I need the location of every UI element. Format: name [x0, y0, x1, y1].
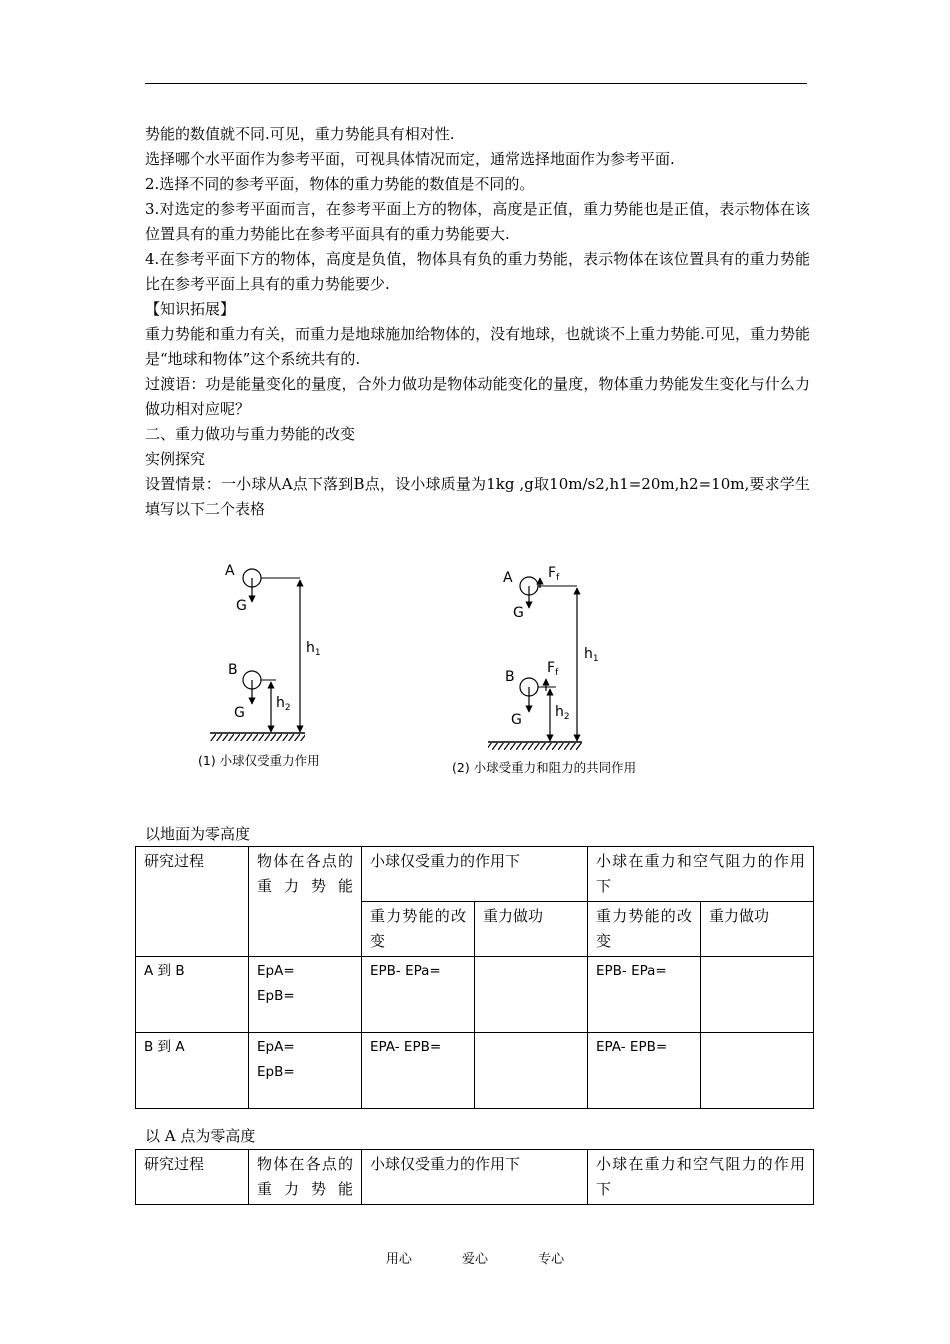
t1-header-change-2: 重力势能的改变	[588, 902, 701, 957]
t1-r2-potential: EpA= EpB=	[249, 1033, 362, 1109]
t1-header-work-1: 重力做功	[475, 902, 588, 957]
fig2-label-F2: $F_f$	[547, 660, 559, 678]
t1-header-process: 研究过程	[136, 847, 249, 957]
t1-r2-work-1	[475, 1033, 588, 1109]
fig2-label-G1: G	[513, 605, 524, 621]
t1-r2-change-1: EPA- EPB=	[362, 1033, 475, 1109]
fig1-label-h1: $h_1$	[306, 640, 321, 658]
fig2-label-G2: G	[511, 712, 522, 728]
fig1-label-h2: $h_2$	[276, 695, 291, 713]
t1-r2-work-2	[701, 1033, 814, 1109]
subheading-example: 实例探究	[145, 450, 206, 468]
fig2-ground-hatch	[488, 743, 582, 750]
footer-text-1: 用心	[385, 1252, 412, 1267]
paragraph-2: 选择哪个水平面作为参考平面，可视具体情况而定，通常选择地面作为参考平面.	[145, 150, 675, 168]
t1-header-work-2: 重力做功	[701, 902, 814, 957]
t1-r1-change-2: EPB- EPa=	[588, 957, 701, 1033]
table-2-title: 以 A 点为零高度	[145, 1127, 256, 1145]
diagrams	[0, 550, 950, 790]
table-row	[136, 957, 814, 1033]
t2-header-gravity-only: 小球仅受重力的作用下	[362, 1150, 588, 1205]
t1-r1-change-1: EPB- EPa=	[362, 957, 475, 1033]
fig2-label-h2: $h_2$	[555, 704, 570, 722]
fig1-label-B: B	[228, 662, 238, 678]
table-1	[135, 846, 814, 1109]
table-1-title: 以地面为零高度	[145, 825, 251, 843]
paragraph-3: 2.选择不同的参考平面，物体的重力势能的数值是不同的。	[145, 175, 535, 193]
figure-1	[210, 563, 321, 741]
paragraph-7: 过渡语：功是能量变化的量度，合外力做功是物体动能变化的量度，物体重力势能发生变化与什么力做功相对应呢？	[145, 375, 810, 418]
section-heading-2: 二、重力做功与重力势能的改变	[145, 425, 356, 443]
t2-header-potential: 物体在各点的重力势能	[249, 1150, 362, 1205]
fig1-label-G1: G	[236, 598, 247, 614]
paragraph-1: 势能的数值就不同.可见，重力势能具有相对性.	[145, 125, 455, 143]
table-2	[135, 1149, 814, 1205]
fig2-label-h1: $h_1$	[584, 646, 599, 664]
t1-r1-work-1	[475, 957, 588, 1033]
t2-header-process: 研究过程	[136, 1150, 249, 1205]
fig1-ground-hatch	[210, 734, 305, 741]
footer-text-3: 专心	[538, 1252, 565, 1267]
t1-header-change-1: 重力势能的改变	[362, 902, 475, 957]
fig2-label-B: B	[505, 669, 515, 685]
figure-1-caption: (1) 小球仅受重力作用	[198, 753, 320, 768]
figure-2-caption: (2) 小球受重力和阻力的共同作用	[452, 760, 637, 775]
header-rule	[145, 83, 807, 84]
figure-2	[488, 565, 599, 750]
t2-header-with-air: 小球在重力和空气阻力的作用下	[588, 1150, 814, 1205]
t1-r1-potential: EpA= EpB=	[249, 957, 362, 1033]
t1-header-gravity-only: 小球仅受重力的作用下	[362, 847, 588, 902]
t1-r2-change-2: EPA- EPB=	[588, 1033, 701, 1109]
paragraph-scenario: 设置情景：一小球从A点下落到B点，设小球质量为1kg ,g取10m/s2,h1=20m,h2=10m,要求学生填写以下二个表格	[145, 475, 810, 518]
fig2-label-A: A	[503, 570, 513, 586]
page-footer	[0, 1248, 950, 1267]
paragraph-6: 重力势能和重力有关，而重力是地球施加给物体的，没有地球，也就谈不上重力势能.可见，重力势能是“地球和物体”这个系统共有的.	[145, 325, 810, 368]
t1-r2-process: B 到 A	[136, 1033, 249, 1109]
t1-header-potential: 物体在各点的重力势能	[249, 847, 362, 957]
paragraph-4: 3.对选定的参考平面而言，在参考平面上方的物体，高度是正值，重力势能也是正值，表示物体在该位置具有的重力势能比在参考平面具有的重力势能要大.	[145, 200, 810, 243]
t1-r1-work-2	[701, 957, 814, 1033]
footer-text-2: 爱心	[461, 1252, 488, 1267]
paragraph-5: 4.在参考平面下方的物体，高度是负值，物体具有负的重力势能，表示物体在该位置具有的重力势能比在参考平面上具有的重力势能要少.	[145, 250, 810, 293]
t1-r1-process: A 到 B	[136, 957, 249, 1033]
fig1-label-A: A	[225, 563, 235, 579]
table-row	[136, 1033, 814, 1109]
t1-header-with-air: 小球在重力和空气阻力的作用下	[588, 847, 814, 902]
fig2-label-F1: $F_f$	[548, 565, 560, 583]
section-heading-knowledge: 【知识拓展】	[145, 300, 236, 318]
fig1-label-G2: G	[234, 705, 245, 721]
